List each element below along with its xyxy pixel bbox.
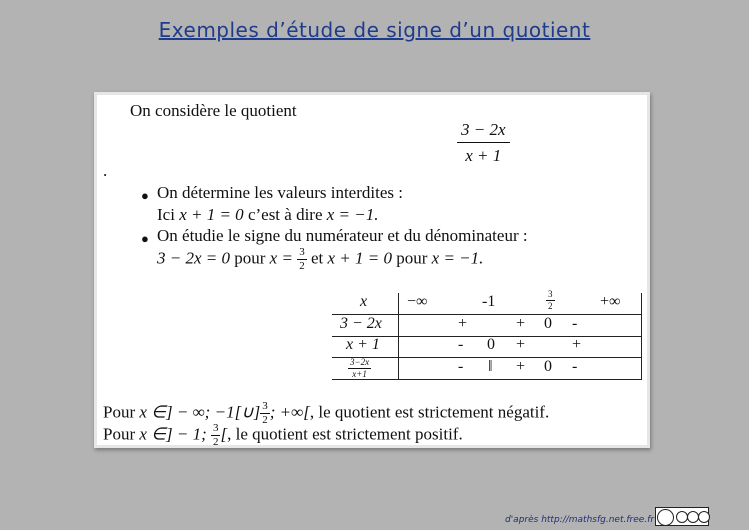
fraction-three-halves: $\frac{3}{2}$	[299, 246, 305, 272]
conclusion-positive: Pour x ∈] − 1; $\frac{3}{2}$ [, le quotient est strictement positif.	[103, 422, 463, 448]
row2-sign: +	[572, 336, 582, 353]
bullet-icon: ●	[141, 188, 149, 203]
bullet2-x: x =	[269, 248, 293, 268]
row3-label: $\frac{3-2x}{x+1}$	[350, 357, 370, 379]
cc-by-nc-sa-icon	[655, 507, 709, 526]
bullet2-eq3: x = −1.	[431, 248, 484, 268]
header-x: x	[360, 293, 368, 310]
footer-credit: d'après http://mathsfg.net.free.fr	[505, 515, 655, 525]
bullet1-ici: Ici	[157, 205, 175, 224]
table-divider	[641, 293, 642, 379]
row1-sign: +	[458, 315, 468, 332]
conclusion-negative: Pour x ∈] − ∞; −1[∪] $\frac{3}{2}$ ; +∞[, le quotient est strictement négatif.	[103, 400, 550, 426]
bullet1-line	[157, 205, 379, 225]
row3-forbidden-bar: ‖	[488, 358, 493, 375]
bullet1-eq1: x + 1 = 0	[179, 205, 244, 224]
bullet2-title: On étudie le signe du numérateur et du dénominateur :	[157, 226, 528, 245]
intro-text: On considère le quotient	[130, 101, 297, 120]
row2-sign: +	[516, 336, 526, 353]
bullet2-eq1: 3 − 2x = 0	[157, 248, 230, 268]
bullet1-mid: c’est à dire	[247, 205, 323, 224]
sign-table	[332, 289, 642, 379]
row3-sign: -	[572, 358, 578, 375]
content-card	[94, 92, 650, 448]
row1-label: 3 − 2x	[340, 315, 382, 332]
row1-sign: -	[572, 315, 578, 332]
header-minus-inf: −∞	[407, 293, 428, 310]
row3-zero: 0	[544, 358, 552, 375]
quotient-denominator: x + 1	[465, 146, 502, 165]
stray-dot: .	[103, 161, 108, 180]
row3-sign: -	[458, 358, 464, 375]
row3-sign: +	[516, 358, 526, 375]
row1-zero: 0	[544, 315, 552, 332]
table-divider	[332, 357, 642, 358]
page-title: Exemples d’étude de signe d’un quotient	[158, 18, 591, 42]
header-minus-one: -1	[482, 293, 496, 310]
bullet1-title: On détermine les valeurs interdites :	[157, 183, 403, 202]
bullet-icon: ●	[141, 231, 149, 246]
bullet2-et: et	[310, 248, 324, 268]
bullet1-eq2: x = −1.	[326, 205, 379, 224]
table-divider	[332, 379, 642, 380]
header-three-halves: $\frac{3}{2}$	[548, 289, 553, 311]
header-plus-inf: +∞	[600, 293, 621, 310]
bullet2-pour2: pour	[396, 248, 428, 268]
bullet2-line	[157, 247, 483, 272]
bullet2-eq2: x + 1 = 0	[327, 248, 392, 268]
quotient-fraction	[457, 121, 510, 164]
row1-sign: +	[516, 315, 526, 332]
table-divider	[398, 293, 399, 379]
bullet2-pour1: pour	[234, 248, 266, 268]
quotient-numerator: 3 − 2x	[457, 121, 510, 143]
row2-label: x + 1	[346, 336, 380, 353]
row2-sign: -	[458, 336, 464, 353]
row2-zero: 0	[487, 336, 495, 353]
